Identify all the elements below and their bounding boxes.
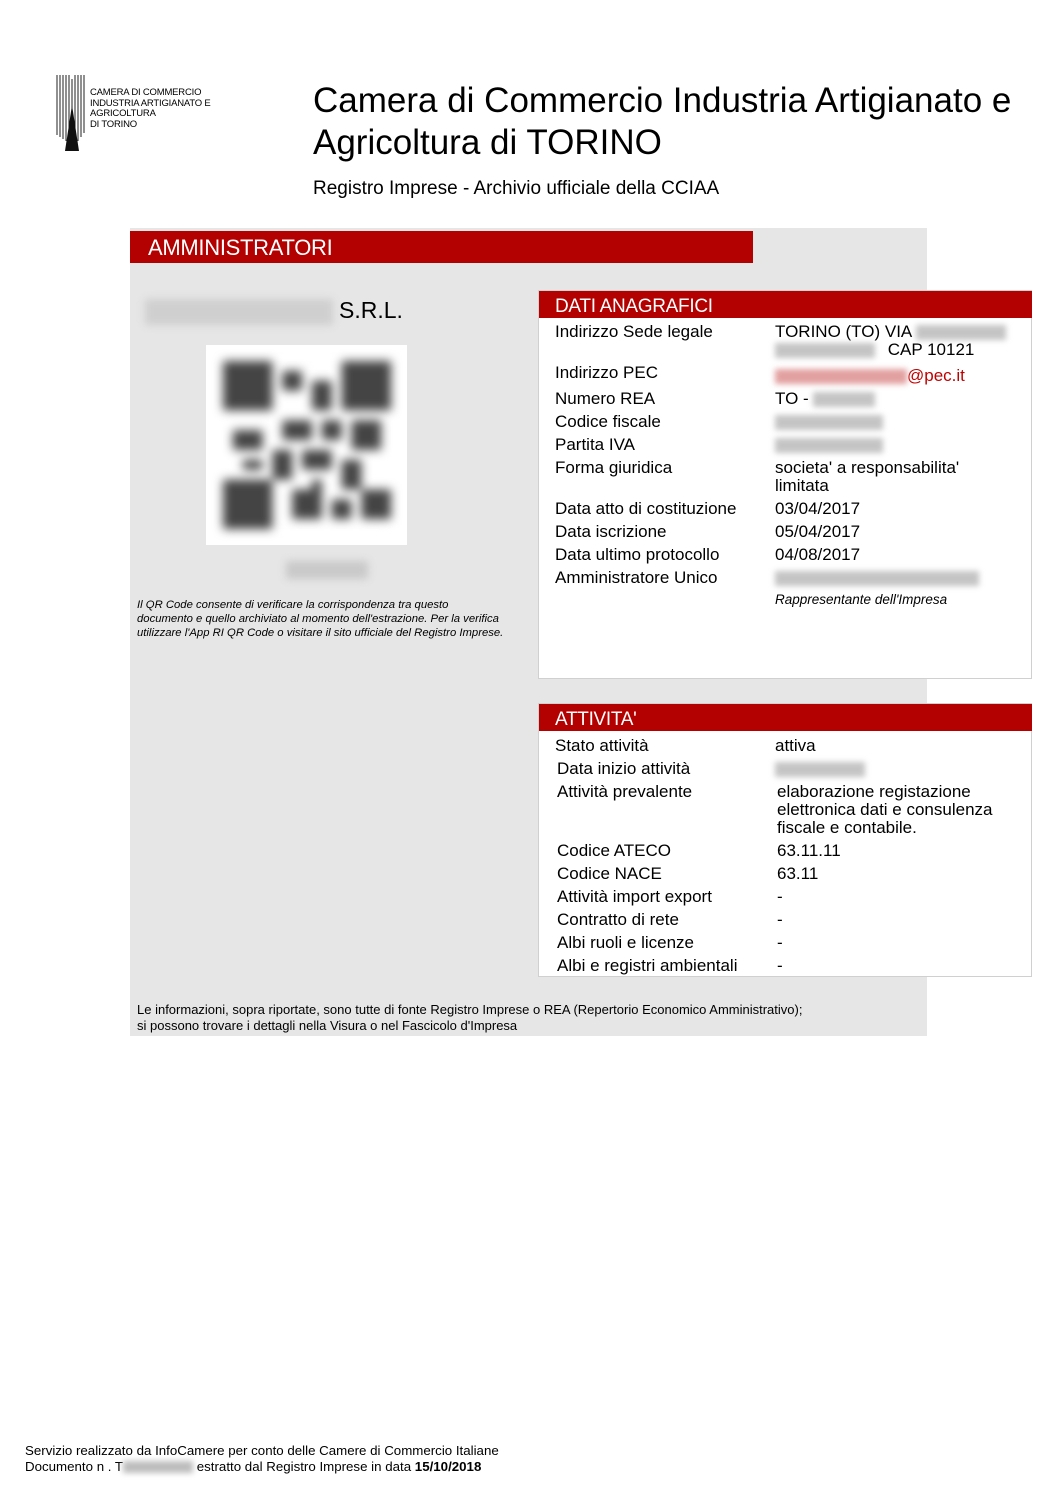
field-label: Codice NACE	[557, 864, 662, 883]
qr-note: Il QR Code consente di verificare la corrispondenza tra questo documento e quello archiviato al momento dell'estrazione. Per la verifica utilizzare l'App RI QR Code o visitare il sito ufficiale del Registro Imprese.	[137, 599, 504, 639]
field-value: 63.11	[777, 864, 819, 883]
field-value: limitata	[775, 476, 829, 495]
redacted-pec	[775, 369, 907, 384]
field-value: 03/04/2017	[775, 499, 861, 518]
field-value: 04/08/2017	[775, 545, 861, 564]
field-value: elettronica dati e consulenza	[777, 800, 993, 819]
field-value: attiva	[775, 736, 816, 755]
redacted-codice-fiscale	[775, 415, 883, 430]
redacted-street	[775, 343, 875, 358]
field-value: -	[777, 910, 783, 929]
document-number-line: Documento n . T estratto dal Registro Imprese in data 15/10/2018	[25, 1459, 482, 1474]
field-value: -	[777, 933, 783, 952]
field-label: Albi e registri ambientali	[557, 956, 738, 975]
qr-code-image	[222, 361, 392, 529]
dati-anagrafici-header: DATI ANAGRAFICI	[539, 291, 1032, 318]
field-label: Data iscrizione	[555, 522, 667, 541]
pec-link[interactable]: @pec.it	[775, 367, 965, 385]
field-value: 05/04/2017	[775, 522, 861, 541]
amministratori-header: AMMINISTRATORI	[130, 231, 753, 263]
field-value: -	[777, 887, 783, 906]
redacted-rea	[813, 392, 875, 407]
field-value	[775, 569, 979, 587]
redacted-qr-id	[286, 561, 368, 579]
field-label: Codice ATECO	[557, 841, 672, 860]
field-value: CAP 10121	[775, 341, 974, 359]
field-label: Data inizio attività	[557, 759, 691, 778]
field-value	[775, 413, 883, 431]
qr-code[interactable]	[206, 345, 407, 545]
field-label: Stato attività	[555, 736, 649, 755]
field-label: Attività import export	[557, 887, 712, 906]
redacted-partita-iva	[775, 438, 883, 453]
company-name: S.R.L.	[145, 295, 415, 325]
field-label: Amministratore Unico	[555, 568, 718, 587]
field-label: Partita IVA	[555, 435, 635, 454]
field-label: Contratto di rete	[557, 910, 679, 929]
field-value: TO -	[775, 390, 875, 408]
field-label: Codice fiscale	[555, 412, 661, 431]
field-label: Forma giuridica	[555, 458, 673, 477]
field-value: societa' a responsabilita'	[775, 458, 960, 477]
field-label: Indirizzo Sede legale	[555, 322, 713, 341]
field-label: Data ultimo protocollo	[555, 545, 720, 564]
redacted-amministratore	[775, 571, 979, 586]
logo-text: CAMERA DI COMMERCIO INDUSTRIA ARTIGIANATO E AGRICOLTURA DI TORINO	[90, 87, 211, 130]
field-value: fiscale e contabile.	[777, 818, 917, 837]
chamber-logo	[55, 75, 255, 155]
info-note: Le informazioni, sopra riportate, sono tutte di fonte Registro Imprese o REA (Repertorio Economico Amministrativo); si possono trovare i dettagli nella Visura o nel Fascicolo d'Impresa	[137, 1002, 803, 1033]
redacted-document-number	[123, 1461, 193, 1473]
redacted-street	[916, 325, 1006, 340]
field-value	[775, 760, 865, 778]
field-value: 63.11.11	[777, 841, 841, 860]
field-label: Albi ruoli e licenze	[557, 933, 695, 952]
redacted-company-name	[145, 299, 333, 325]
field-label: Indirizzo PEC	[555, 363, 658, 382]
field-value: -	[777, 956, 783, 975]
page-subtitle: Registro Imprese - Archivio ufficiale della CCIAA	[313, 178, 720, 199]
field-label: Data atto di costituzione	[555, 499, 737, 518]
field-value: Rappresentante dell'Impresa	[775, 592, 948, 607]
page-footer: Servizio realizzato da InfoCamere per conto delle Camere di Commercio Italiane Documento n . T estratto dal Registro Imprese in data 15/10/2018	[25, 1443, 725, 1475]
mole-antonelliana-icon	[55, 75, 89, 151]
attivita-section	[538, 703, 1032, 977]
dati-anagrafici-section	[538, 290, 1032, 679]
redacted-data-inizio	[775, 762, 865, 777]
field-label: Attività prevalente	[557, 782, 693, 801]
field-value: TORINO (TO) VIA	[775, 323, 1006, 341]
field-value	[775, 436, 883, 454]
field-label: Numero REA	[555, 389, 656, 408]
attivita-header: ATTIVITA'	[539, 704, 1032, 731]
page-title: Camera di Commercio Industria Artigianato e Agricoltura di TORINO	[313, 81, 1012, 162]
field-value: elaborazione registazione	[777, 782, 971, 801]
